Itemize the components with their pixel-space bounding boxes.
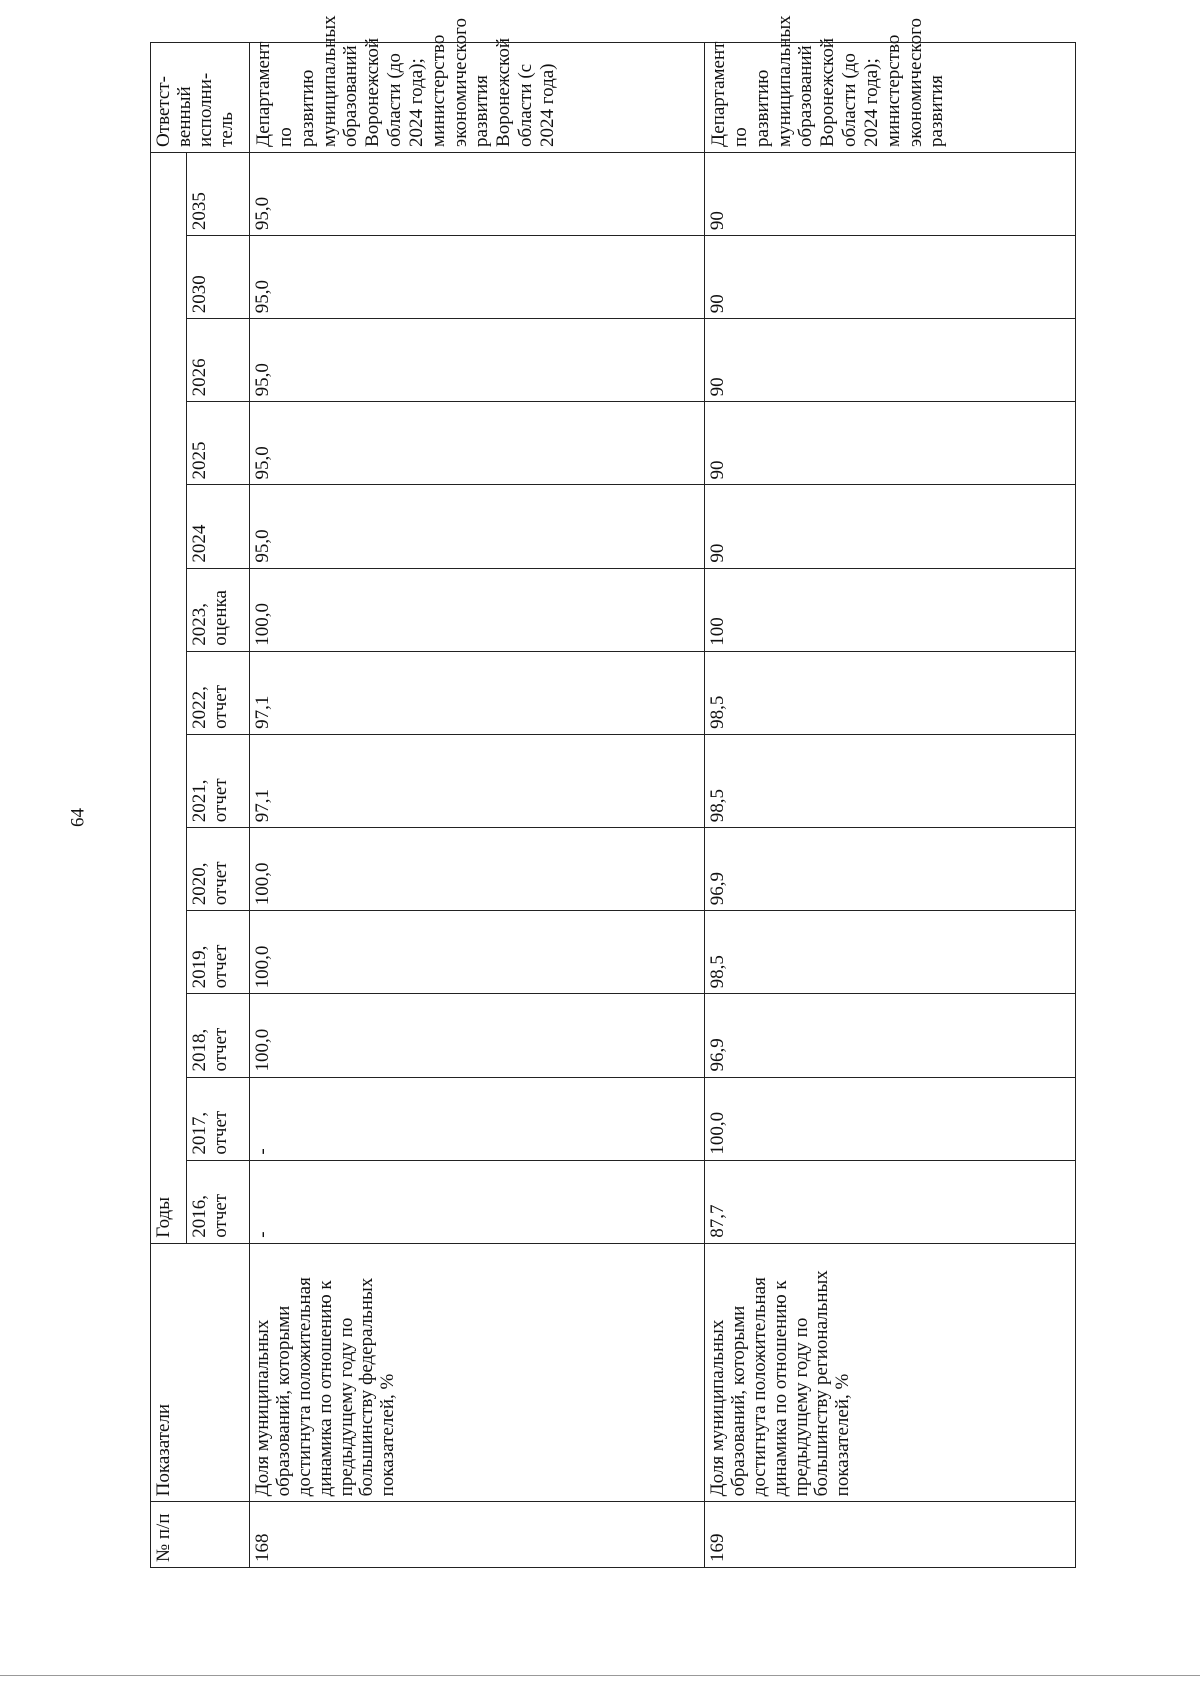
value-cell: 95,0 — [250, 319, 705, 402]
row-number: 168 — [250, 1502, 705, 1568]
header-year: 2019, отчет — [187, 911, 250, 994]
indicators-table-frame — [150, 15, 1075, 1568]
header-year: 2035 — [187, 152, 250, 235]
value-cell: 90 — [705, 236, 1076, 319]
value-cell: 100,0 — [705, 1077, 1076, 1160]
value-cell: 100,0 — [250, 828, 705, 911]
header-year: 2025 — [187, 402, 250, 485]
value-cell: 100,0 — [250, 911, 705, 994]
header-year: 2023, оценка — [187, 568, 250, 651]
header-year: 2026 — [187, 319, 250, 402]
value-cell: 100,0 — [250, 568, 705, 651]
scan-bottom-rule — [0, 1675, 1200, 1676]
responsible-text: Департамент по развитию муниципальных образований Воронежской области (до 2024 года); министерство экономического развития — [705, 43, 1076, 153]
value-cell: - — [250, 1077, 705, 1160]
indicators-table — [150, 15, 1076, 1568]
page-number: 64 — [67, 808, 89, 827]
header-year: 2024 — [187, 485, 250, 568]
value-cell: 95,0 — [250, 236, 705, 319]
indicator-text: Доля муниципальных образований, которыми достигнута положительная динамика по отношению к предыдущему году по большинству региональных показателей, % — [705, 1243, 1076, 1502]
header-responsible: Ответст- венный исполни- тель — [151, 43, 250, 153]
header-year: 2022, отчет — [187, 651, 250, 734]
header-indicator: Показатели — [151, 1243, 250, 1502]
header-years-group: Годы — [151, 152, 187, 1243]
indicator-text: Доля муниципальных образований, которыми достигнута положительная динамика по отношению к предыдущему году по большинству федеральных показателей, % — [250, 1243, 705, 1502]
header-year: 2020, отчет — [187, 828, 250, 911]
value-cell: 90 — [705, 319, 1076, 402]
header-row-1 — [151, 43, 187, 1568]
responsible-text: Департамент по развитию муниципальных образований Воронежской области (до 2024 года); министерство экономического развития Воронежской области (с 2024 года) — [250, 43, 705, 153]
header-year: 2017, отчет — [187, 1077, 250, 1160]
value-cell: 96,9 — [705, 994, 1076, 1077]
header-num: № п/п — [151, 1502, 250, 1568]
value-cell: 100,0 — [250, 994, 705, 1077]
value-cell: 96,9 — [705, 828, 1076, 911]
table-row — [705, 43, 1076, 1568]
value-cell: 95,0 — [250, 402, 705, 485]
value-cell: 90 — [705, 485, 1076, 568]
value-cell: 87,7 — [705, 1160, 1076, 1243]
value-cell: 98,5 — [705, 651, 1076, 734]
value-cell: 97,1 — [250, 734, 705, 827]
value-cell: 95,0 — [250, 485, 705, 568]
header-year: 2016, отчет — [187, 1160, 250, 1243]
value-cell: 90 — [705, 402, 1076, 485]
value-cell: 95,0 — [250, 152, 705, 235]
table-row — [250, 43, 705, 1568]
value-cell: 98,5 — [705, 911, 1076, 994]
value-cell: - — [250, 1160, 705, 1243]
row-number: 169 — [705, 1502, 1076, 1568]
value-cell: 98,5 — [705, 734, 1076, 827]
value-cell: 100 — [705, 568, 1076, 651]
value-cell: 90 — [705, 152, 1076, 235]
header-year: 2030 — [187, 236, 250, 319]
header-year: 2021, отчет — [187, 734, 250, 827]
header-year: 2018, отчет — [187, 994, 250, 1077]
value-cell: 97,1 — [250, 651, 705, 734]
